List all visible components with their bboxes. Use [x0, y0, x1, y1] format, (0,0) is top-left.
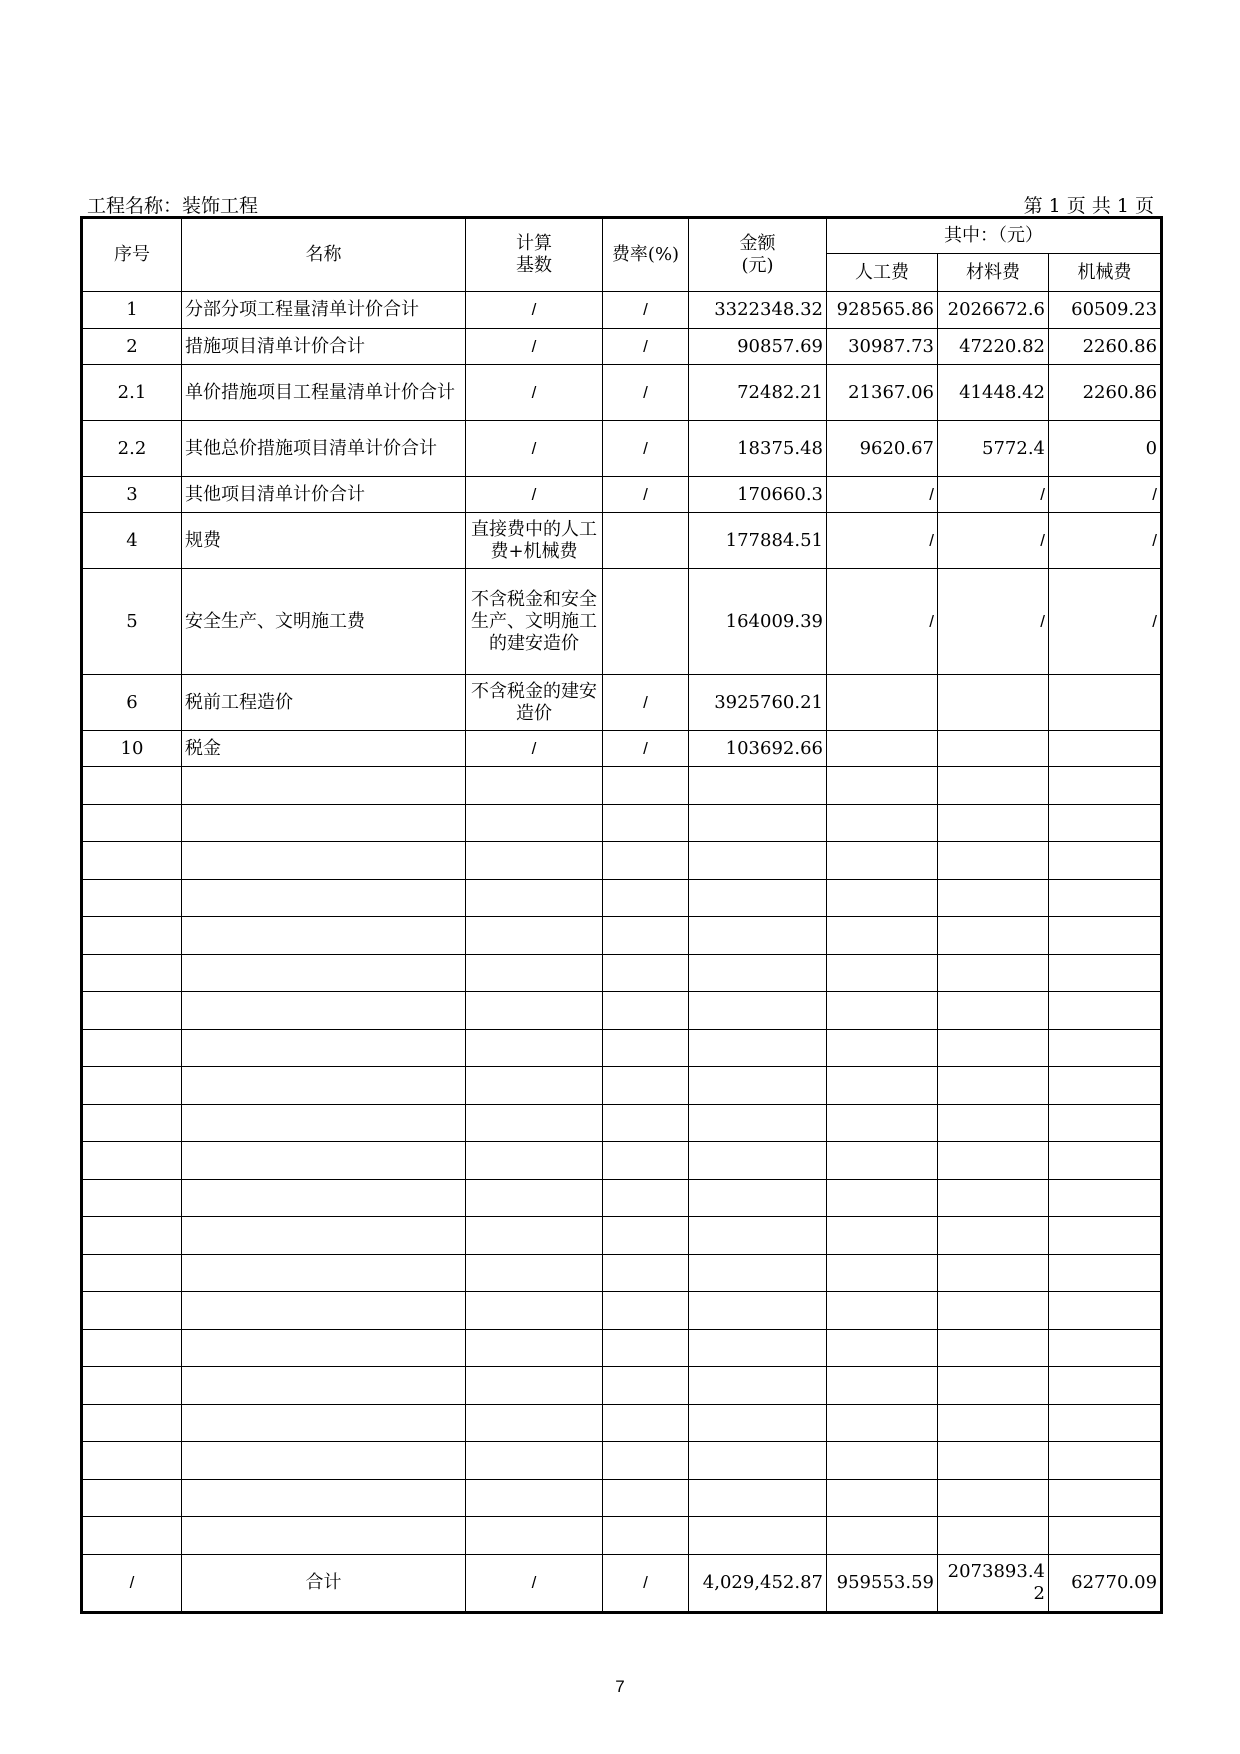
cell-labor: / — [827, 513, 938, 569]
table-row — [82, 365, 1162, 421]
empty-cell — [827, 1479, 938, 1517]
empty-cell — [182, 1029, 466, 1067]
cell-name: 税前工程造价 — [182, 675, 466, 731]
cell-labor: 9620.67 — [827, 421, 938, 477]
empty-cell — [938, 1479, 1049, 1517]
empty-cell — [938, 1442, 1049, 1480]
empty-cell — [466, 804, 603, 842]
empty-cell — [82, 1179, 182, 1217]
cell-machine — [1049, 675, 1162, 731]
cell-material: / — [938, 513, 1049, 569]
empty-cell — [1049, 1442, 1162, 1480]
total-amount: 4,029,452.87 — [689, 1554, 827, 1612]
empty-cell — [938, 992, 1049, 1030]
empty-cell — [182, 1217, 466, 1255]
empty-cell — [827, 954, 938, 992]
empty-cell — [1049, 1142, 1162, 1180]
cell-amount: 170660.3 — [689, 477, 827, 513]
empty-cell — [182, 804, 466, 842]
empty-cell — [182, 879, 466, 917]
empty-cell — [82, 1292, 182, 1330]
empty-cell — [938, 804, 1049, 842]
empty-cell — [689, 1367, 827, 1405]
cell-amount: 164009.39 — [689, 569, 827, 675]
cell-machine: 2260.86 — [1049, 329, 1162, 365]
empty-cell — [466, 1329, 603, 1367]
empty-row — [82, 954, 1162, 992]
empty-cell — [827, 1254, 938, 1292]
cell-labor: 928565.86 — [827, 292, 938, 329]
empty-row — [82, 804, 1162, 842]
empty-cell — [603, 804, 689, 842]
cell-labor — [827, 731, 938, 767]
empty-cell — [1049, 1292, 1162, 1330]
cell-name: 单价措施项目工程量清单计价合计 — [182, 365, 466, 421]
empty-row — [82, 992, 1162, 1030]
empty-cell — [827, 1217, 938, 1255]
empty-row — [82, 1404, 1162, 1442]
empty-cell — [466, 992, 603, 1030]
empty-cell — [938, 1254, 1049, 1292]
empty-cell — [466, 1442, 603, 1480]
cell-material: 2026672.6 — [938, 292, 1049, 329]
empty-cell — [603, 879, 689, 917]
cell-name: 其他项目清单计价合计 — [182, 477, 466, 513]
cell-name: 措施项目清单计价合计 — [182, 329, 466, 365]
cell-machine — [1049, 731, 1162, 767]
empty-row — [82, 1329, 1162, 1367]
empty-cell — [82, 1067, 182, 1105]
cell-base: / — [466, 292, 603, 329]
empty-cell — [1049, 842, 1162, 880]
empty-row — [82, 1179, 1162, 1217]
empty-cell — [1049, 1404, 1162, 1442]
empty-cell — [603, 954, 689, 992]
empty-row — [82, 1254, 1162, 1292]
empty-cell — [82, 804, 182, 842]
empty-cell — [603, 1442, 689, 1480]
empty-cell — [82, 1142, 182, 1180]
empty-cell — [1049, 1179, 1162, 1217]
empty-cell — [689, 1404, 827, 1442]
empty-cell — [938, 1142, 1049, 1180]
empty-cell — [82, 992, 182, 1030]
empty-cell — [1049, 1517, 1162, 1555]
cell-base: / — [466, 365, 603, 421]
cell-machine: 0 — [1049, 421, 1162, 477]
empty-cell — [82, 1104, 182, 1142]
empty-cell — [603, 1292, 689, 1330]
empty-cell — [466, 1404, 603, 1442]
empty-cell — [82, 1329, 182, 1367]
cell-base: / — [466, 731, 603, 767]
empty-cell — [827, 1517, 938, 1555]
cell-material: / — [938, 569, 1049, 675]
cell-rate: / — [603, 477, 689, 513]
empty-cell — [182, 954, 466, 992]
empty-cell — [1049, 1067, 1162, 1105]
cell-labor: / — [827, 569, 938, 675]
empty-cell — [1049, 1029, 1162, 1067]
empty-row — [82, 879, 1162, 917]
empty-row — [82, 1142, 1162, 1180]
cell-base: / — [466, 421, 603, 477]
empty-row — [82, 1029, 1162, 1067]
cell-labor: 21367.06 — [827, 365, 938, 421]
empty-cell — [689, 1104, 827, 1142]
empty-cell — [689, 1217, 827, 1255]
cell-machine: / — [1049, 477, 1162, 513]
cell-amount: 3322348.32 — [689, 292, 827, 329]
cell-seq: 3 — [82, 477, 182, 513]
empty-cell — [182, 1517, 466, 1555]
empty-cell — [182, 1254, 466, 1292]
empty-cell — [182, 1104, 466, 1142]
table-row — [82, 675, 1162, 731]
empty-cell — [82, 767, 182, 805]
cell-amount: 18375.48 — [689, 421, 827, 477]
empty-cell — [689, 1254, 827, 1292]
cell-rate: / — [603, 675, 689, 731]
empty-cell — [82, 1404, 182, 1442]
col-header-name: 名称 — [182, 218, 466, 292]
empty-cell — [827, 842, 938, 880]
empty-row — [82, 1217, 1162, 1255]
empty-cell — [466, 842, 603, 880]
empty-cell — [938, 1029, 1049, 1067]
total-labor: 959553.59 — [827, 1554, 938, 1612]
empty-cell — [603, 1479, 689, 1517]
empty-cell — [466, 1029, 603, 1067]
empty-cell — [182, 1479, 466, 1517]
cell-name: 税金 — [182, 731, 466, 767]
empty-cell — [938, 1367, 1049, 1405]
cell-material — [938, 675, 1049, 731]
empty-cell — [182, 1329, 466, 1367]
cell-seq: 10 — [82, 731, 182, 767]
empty-cell — [603, 1104, 689, 1142]
cell-machine: 60509.23 — [1049, 292, 1162, 329]
empty-row — [82, 842, 1162, 880]
cell-name: 安全生产、文明施工费 — [182, 569, 466, 675]
empty-cell — [938, 767, 1049, 805]
empty-cell — [827, 917, 938, 955]
empty-cell — [1049, 1217, 1162, 1255]
cell-base: 不含税金和安全生产、文明施工的建安造价 — [466, 569, 603, 675]
empty-cell — [938, 1179, 1049, 1217]
empty-cell — [689, 1479, 827, 1517]
empty-cell — [82, 1029, 182, 1067]
empty-cell — [466, 767, 603, 805]
cell-seq: 6 — [82, 675, 182, 731]
project-name: 工程名称：装饰工程 — [87, 195, 259, 217]
empty-cell — [182, 917, 466, 955]
empty-cell — [182, 1292, 466, 1330]
col-header-labor: 人工费 — [827, 254, 938, 292]
cell-base: 不含税金的建安造价 — [466, 675, 603, 731]
empty-cell — [603, 1029, 689, 1067]
empty-cell — [182, 842, 466, 880]
empty-cell — [466, 1067, 603, 1105]
cell-seq: 1 — [82, 292, 182, 329]
empty-cell — [603, 1067, 689, 1105]
empty-cell — [466, 1254, 603, 1292]
empty-cell — [689, 804, 827, 842]
col-header-base: 计算 基数 — [466, 218, 603, 292]
cell-rate: / — [603, 421, 689, 477]
cell-rate — [603, 569, 689, 675]
empty-cell — [466, 1292, 603, 1330]
empty-cell — [689, 992, 827, 1030]
cell-amount: 72482.21 — [689, 365, 827, 421]
table-row — [82, 329, 1162, 365]
cell-seq: 2.1 — [82, 365, 182, 421]
empty-cell — [827, 879, 938, 917]
empty-cell — [689, 917, 827, 955]
table-row — [82, 731, 1162, 767]
empty-cell — [938, 917, 1049, 955]
cell-rate: / — [603, 292, 689, 329]
empty-cell — [689, 767, 827, 805]
empty-cell — [603, 917, 689, 955]
cell-base: / — [466, 477, 603, 513]
cell-machine: / — [1049, 513, 1162, 569]
empty-cell — [1049, 1254, 1162, 1292]
col-header-material: 材料费 — [938, 254, 1049, 292]
empty-row — [82, 917, 1162, 955]
empty-cell — [1049, 1329, 1162, 1367]
empty-cell — [689, 1329, 827, 1367]
cell-material: / — [938, 477, 1049, 513]
cell-name: 规费 — [182, 513, 466, 569]
empty-cell — [689, 1067, 827, 1105]
empty-cell — [182, 1179, 466, 1217]
cell-base: / — [466, 329, 603, 365]
empty-cell — [82, 917, 182, 955]
empty-cell — [938, 1067, 1049, 1105]
empty-row — [82, 1479, 1162, 1517]
empty-cell — [82, 1254, 182, 1292]
cell-labor: / — [827, 477, 938, 513]
page-number: 7 — [615, 1677, 625, 1696]
cell-base: 直接费中的人工费+机械费 — [466, 513, 603, 569]
empty-cell — [603, 767, 689, 805]
empty-cell — [938, 1517, 1049, 1555]
empty-cell — [938, 1104, 1049, 1142]
empty-cell — [466, 1104, 603, 1142]
empty-cell — [82, 1367, 182, 1405]
total-base: / — [466, 1554, 603, 1612]
empty-cell — [182, 1442, 466, 1480]
empty-cell — [827, 1142, 938, 1180]
table-row — [82, 569, 1162, 675]
empty-cell — [689, 1292, 827, 1330]
total-material: 2073893.42 — [938, 1554, 1049, 1612]
empty-cell — [82, 879, 182, 917]
col-header-machine: 机械费 — [1049, 254, 1162, 292]
empty-cell — [689, 1142, 827, 1180]
empty-cell — [827, 1329, 938, 1367]
empty-cell — [466, 954, 603, 992]
empty-cell — [603, 1179, 689, 1217]
col-header-seq: 序号 — [82, 218, 182, 292]
empty-cell — [827, 1367, 938, 1405]
col-header-rate: 费率(%) — [603, 218, 689, 292]
empty-cell — [827, 767, 938, 805]
cell-name: 分部分项工程量清单计价合计 — [182, 292, 466, 329]
empty-cell — [82, 1479, 182, 1517]
empty-row — [82, 1442, 1162, 1480]
empty-cell — [827, 1404, 938, 1442]
cell-amount: 3925760.21 — [689, 675, 827, 731]
empty-cell — [1049, 879, 1162, 917]
empty-cell — [1049, 767, 1162, 805]
empty-cell — [1049, 992, 1162, 1030]
empty-cell — [938, 954, 1049, 992]
empty-cell — [82, 1442, 182, 1480]
empty-cell — [1049, 917, 1162, 955]
empty-cell — [689, 1517, 827, 1555]
cell-machine: / — [1049, 569, 1162, 675]
empty-cell — [827, 1179, 938, 1217]
col-header-amount: 金额 (元) — [689, 218, 827, 292]
cell-rate — [603, 513, 689, 569]
cell-seq: 4 — [82, 513, 182, 569]
empty-cell — [1049, 1367, 1162, 1405]
cell-amount: 90857.69 — [689, 329, 827, 365]
total-machine: 62770.09 — [1049, 1554, 1162, 1612]
empty-cell — [689, 1442, 827, 1480]
empty-cell — [938, 1329, 1049, 1367]
empty-cell — [182, 1404, 466, 1442]
empty-cell — [827, 804, 938, 842]
empty-cell — [603, 1254, 689, 1292]
empty-cell — [827, 1292, 938, 1330]
empty-cell — [466, 1479, 603, 1517]
empty-cell — [1049, 954, 1162, 992]
empty-cell — [827, 1104, 938, 1142]
empty-cell — [1049, 804, 1162, 842]
col-header-of-which: 其中：（元） — [827, 218, 1162, 254]
empty-cell — [182, 767, 466, 805]
cell-seq: 2 — [82, 329, 182, 365]
cell-material: 47220.82 — [938, 329, 1049, 365]
empty-cell — [82, 954, 182, 992]
empty-cell — [689, 954, 827, 992]
page-info: 第 1 页 共 1 页 — [1023, 195, 1154, 217]
empty-cell — [82, 842, 182, 880]
empty-cell — [466, 1517, 603, 1555]
empty-cell — [466, 1217, 603, 1255]
table-row — [82, 292, 1162, 329]
cell-material — [938, 731, 1049, 767]
empty-cell — [1049, 1104, 1162, 1142]
cell-machine: 2260.86 — [1049, 365, 1162, 421]
empty-cell — [827, 1029, 938, 1067]
cell-material: 41448.42 — [938, 365, 1049, 421]
empty-cell — [938, 1292, 1049, 1330]
cell-name: 其他总价措施项目清单计价合计 — [182, 421, 466, 477]
empty-cell — [82, 1217, 182, 1255]
total-rate: / — [603, 1554, 689, 1612]
cell-material: 5772.4 — [938, 421, 1049, 477]
empty-row — [82, 767, 1162, 805]
cell-rate: / — [603, 329, 689, 365]
empty-row — [82, 1292, 1162, 1330]
total-row — [82, 1554, 1162, 1612]
cell-amount: 177884.51 — [689, 513, 827, 569]
empty-cell — [938, 1404, 1049, 1442]
empty-cell — [938, 842, 1049, 880]
table-row — [82, 421, 1162, 477]
cell-seq: 5 — [82, 569, 182, 675]
cell-amount: 103692.66 — [689, 731, 827, 767]
empty-row — [82, 1104, 1162, 1142]
empty-cell — [182, 1142, 466, 1180]
empty-cell — [603, 1367, 689, 1405]
empty-cell — [603, 1329, 689, 1367]
empty-cell — [82, 1517, 182, 1555]
empty-cell — [827, 1067, 938, 1105]
empty-row — [82, 1517, 1162, 1555]
cell-rate: / — [603, 731, 689, 767]
empty-cell — [603, 1404, 689, 1442]
cell-labor — [827, 675, 938, 731]
total-seq: / — [82, 1554, 182, 1612]
table-row — [82, 513, 1162, 569]
empty-cell — [182, 1067, 466, 1105]
empty-cell — [466, 1367, 603, 1405]
empty-cell — [689, 879, 827, 917]
empty-cell — [182, 1367, 466, 1405]
empty-cell — [466, 1179, 603, 1217]
table-row — [82, 477, 1162, 513]
empty-cell — [827, 992, 938, 1030]
empty-row — [82, 1367, 1162, 1405]
empty-cell — [466, 1142, 603, 1180]
empty-cell — [689, 842, 827, 880]
empty-cell — [689, 1029, 827, 1067]
cost-summary-table — [80, 216, 1163, 1614]
empty-cell — [603, 992, 689, 1030]
empty-cell — [603, 1217, 689, 1255]
cell-labor: 30987.73 — [827, 329, 938, 365]
empty-cell — [938, 879, 1049, 917]
empty-cell — [938, 1217, 1049, 1255]
cell-rate: / — [603, 365, 689, 421]
empty-cell — [1049, 1479, 1162, 1517]
total-name: 合计 — [182, 1554, 466, 1612]
empty-cell — [182, 992, 466, 1030]
empty-cell — [466, 917, 603, 955]
empty-cell — [603, 1517, 689, 1555]
empty-cell — [689, 1179, 827, 1217]
empty-cell — [603, 842, 689, 880]
empty-cell — [827, 1442, 938, 1480]
empty-cell — [603, 1142, 689, 1180]
empty-row — [82, 1067, 1162, 1105]
empty-cell — [466, 879, 603, 917]
cell-seq: 2.2 — [82, 421, 182, 477]
